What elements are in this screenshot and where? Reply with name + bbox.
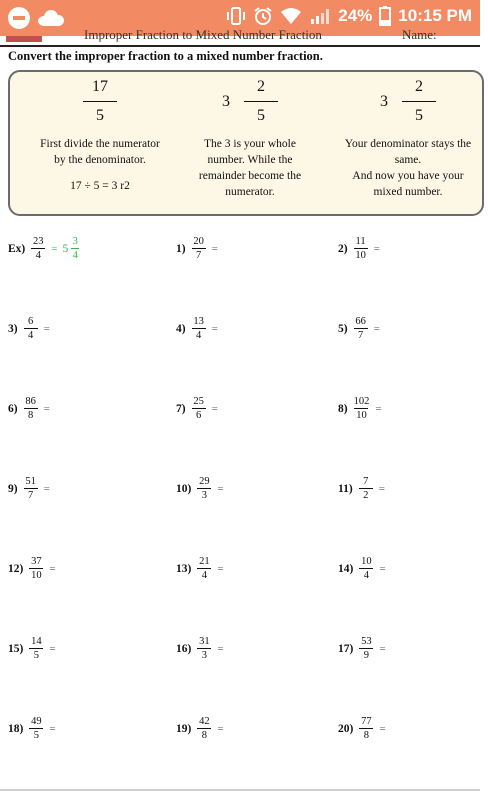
problem-item	[176, 316, 218, 341]
improper-fraction: $\frac{6}{4}$	[24, 316, 38, 341]
problem-number: 17)	[338, 642, 354, 655]
equals-sign: =	[375, 402, 382, 415]
problem-number: 11)	[338, 482, 353, 495]
improper-fraction: $\frac{10}{4}$	[361, 556, 372, 581]
problem-number: 15)	[8, 642, 24, 655]
equals-sign: =	[43, 322, 50, 335]
equals-sign: =	[379, 562, 386, 575]
improper-fraction: $\frac{7}{2}$	[359, 476, 373, 501]
problem-number: 18)	[8, 722, 24, 735]
problem-number: 4)	[176, 322, 186, 335]
problem-item	[8, 476, 50, 501]
problem-number: 9)	[8, 482, 18, 495]
improper-fraction: $\frac{42}{8}$	[199, 716, 210, 741]
status-right	[226, 6, 472, 26]
improper-fraction: $\frac{86}{8}$	[25, 396, 36, 421]
problem-item	[338, 396, 382, 421]
problem-number: 19)	[176, 722, 192, 735]
equals-sign: =	[373, 242, 380, 255]
improper-fraction: $\frac{21}{4}$	[199, 556, 210, 581]
signal-icon	[309, 7, 331, 25]
cloud-icon	[38, 10, 64, 26]
improper-fraction: $\frac{31}{3}$	[199, 636, 210, 661]
problem-number: 3)	[8, 322, 18, 335]
problem-number: 10)	[176, 482, 192, 495]
header-rule	[0, 45, 480, 47]
answer-fraction: $\frac{3}{4}$	[72, 236, 78, 261]
equals-sign: =	[49, 722, 56, 735]
problem-item	[338, 236, 380, 261]
equals-sign: =	[211, 402, 218, 415]
improper-fraction: $\frac{77}{8}$	[361, 716, 372, 741]
equals-sign: =	[373, 322, 380, 335]
equals-sign: =	[379, 642, 386, 655]
example-problem	[8, 236, 79, 261]
equals-sign: =	[43, 482, 50, 495]
improper-fraction: $\frac{49}{5}$	[31, 716, 42, 741]
problem-item	[338, 716, 386, 741]
problem-number: 2)	[338, 242, 348, 255]
example-step-2: 3 $\frac{2}{5}$ The 3 is your whole number. While the remainder become the numerator.	[198, 78, 302, 198]
improper-fraction: $\frac{37}{10}$	[31, 556, 42, 581]
example-step-1: $\frac{17}{5}$ First divide the numerator by the denominator. 17 ÷ 5 = 3 r2	[20, 72, 180, 194]
problem-number: 12)	[8, 562, 24, 575]
problem-item	[8, 716, 56, 741]
equals-sign: =	[217, 482, 224, 495]
problem-number: 1)	[176, 242, 186, 255]
document-header	[0, 27, 480, 50]
problem-number: 5)	[338, 322, 348, 335]
improper-fraction: $\frac{14}{5}$	[31, 636, 42, 661]
problem-item	[8, 636, 56, 661]
example-calculation: 17 ÷ 5 = 3 r2	[70, 180, 130, 192]
problem-item	[338, 316, 380, 341]
equals-sign: =	[49, 642, 56, 655]
example-step-3: 3 $\frac{2}{5}$ Your denominator stays the same. And now you have your mixed number.	[344, 78, 472, 198]
equals-sign: =	[211, 322, 218, 335]
problem-item	[176, 716, 224, 741]
equals-sign: =	[211, 242, 218, 255]
battery-icon	[379, 6, 391, 26]
equals-sign: =	[217, 722, 224, 735]
improper-fraction: $\frac{51}{7}$	[25, 476, 36, 501]
wifi-icon	[280, 7, 302, 25]
status-left	[8, 7, 64, 29]
header-decoration	[6, 36, 42, 42]
problem-item	[8, 396, 50, 421]
problem-item	[338, 556, 386, 581]
problem-item	[176, 636, 224, 661]
problem-item	[176, 476, 224, 501]
minus-circle-icon	[8, 7, 30, 29]
problem-number: Ex)	[8, 242, 26, 255]
problem-item	[338, 636, 386, 661]
worksheet-title: Improper Fraction to Mixed Number Fraction	[84, 27, 322, 42]
name-label: Name:	[402, 27, 437, 42]
problem-number: 7)	[176, 402, 186, 415]
equals-sign: =	[217, 642, 224, 655]
problem-number: 16)	[176, 642, 192, 655]
problem-item	[176, 556, 224, 581]
page-bottom-rule	[0, 789, 480, 791]
equals-sign: =	[378, 482, 385, 495]
improper-fraction: $\frac{29}{3}$	[199, 476, 210, 501]
improper-fraction: $\frac{20}{7}$	[193, 236, 204, 261]
example-fraction: $\frac{17}{5}$	[83, 78, 117, 125]
problem-number: 13)	[176, 562, 192, 575]
example-box	[8, 70, 484, 216]
alarm-icon	[253, 6, 273, 26]
example-mixed-number: $\frac{2}{5}$	[244, 78, 278, 125]
problem-item	[176, 236, 218, 261]
problem-number: 6)	[8, 402, 18, 415]
vibrate-icon	[226, 7, 246, 25]
battery-percent: 24%	[338, 6, 373, 25]
equals-sign: =	[217, 562, 224, 575]
improper-fraction: $\frac{11}{10}$	[355, 236, 366, 261]
equals-sign: =	[49, 562, 56, 575]
improper-fraction: $\frac{23}{4}$	[33, 236, 44, 261]
equals-sign: =	[51, 242, 58, 255]
improper-fraction: $\frac{102}{10}$	[353, 396, 370, 421]
improper-fraction: $\frac{66}{7}$	[355, 316, 366, 341]
problem-item	[8, 556, 56, 581]
equals-sign: =	[43, 402, 50, 415]
problem-number: 14)	[338, 562, 354, 575]
answer-whole: 5	[62, 242, 69, 255]
example-final-answer: $\frac{2}{5}$	[402, 78, 436, 125]
improper-fraction: $\frac{25}{6}$	[193, 396, 204, 421]
clock: 10:15 PM	[398, 6, 472, 25]
instruction-text: Convert the improper fraction to a mixed number fraction.	[8, 49, 323, 63]
problem-item	[338, 476, 385, 501]
improper-fraction: $\frac{13}{4}$	[193, 316, 204, 341]
improper-fraction: $\frac{53}{9}$	[361, 636, 372, 661]
problem-item	[176, 396, 218, 421]
problem-number: 20)	[338, 722, 354, 735]
problem-item	[8, 316, 50, 341]
equals-sign: =	[379, 722, 386, 735]
problem-number: 8)	[338, 402, 348, 415]
